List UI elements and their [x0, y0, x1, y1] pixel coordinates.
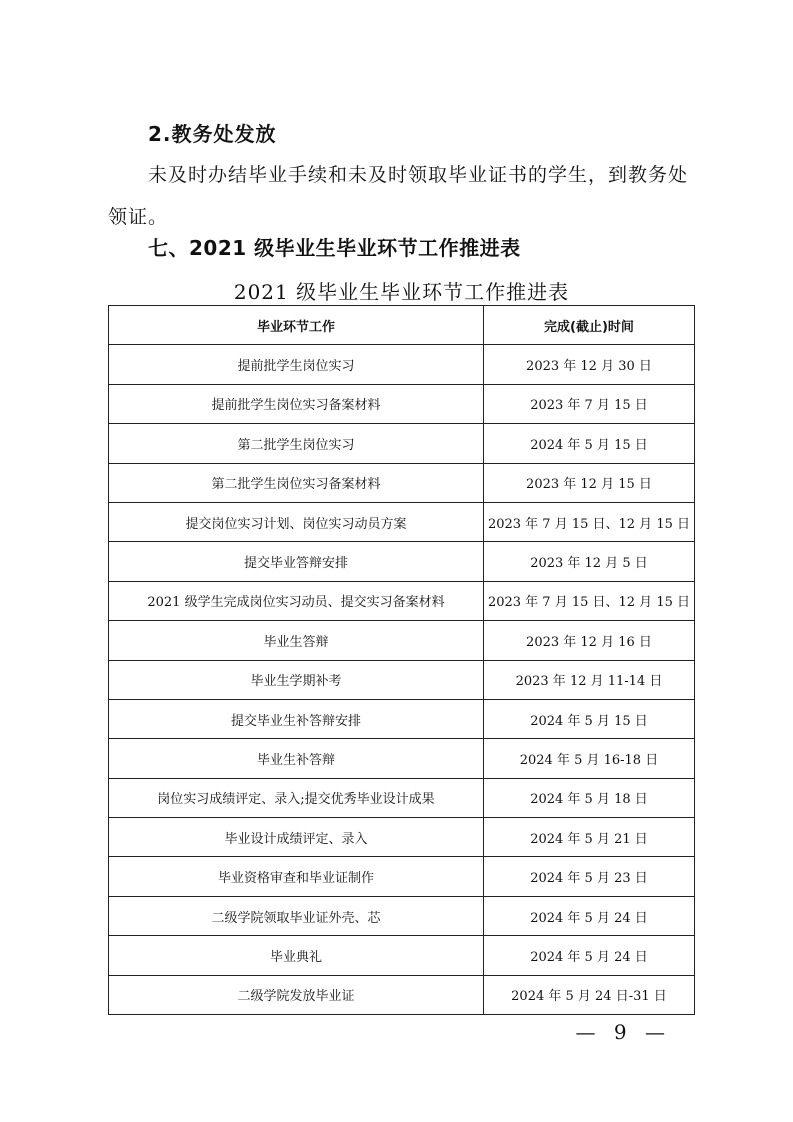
task-cell: 提交岗位实习计划、岗位实习动员方案	[109, 502, 484, 541]
header-deadline: 完成(截止)时间	[483, 306, 694, 345]
table-row	[109, 778, 695, 817]
section-heading-2: 2.教务处发放	[148, 122, 277, 146]
table-row	[109, 463, 695, 502]
table-row	[109, 424, 695, 463]
section-heading-7: 七、2021 级毕业生毕业环节工作推进表	[148, 236, 521, 260]
deadline-cell: 2024 年 5 月 24 日-31 日	[483, 975, 694, 1014]
task-cell: 岗位实习成绩评定、录入;提交优秀毕业设计成果	[109, 778, 484, 817]
task-cell: 提交毕业生补答辩安排	[109, 699, 484, 738]
table-row	[109, 936, 695, 975]
table-row	[109, 699, 695, 738]
table-row	[109, 345, 695, 384]
deadline-cell: 2023 年 12 月 16 日	[483, 621, 694, 660]
task-cell: 2021 级学生完成岗位实习动员、提交实习备案材料	[109, 581, 484, 620]
header-task: 毕业环节工作	[109, 306, 484, 345]
deadline-cell: 2023 年 12 月 15 日	[483, 463, 694, 502]
deadline-cell: 2024 年 5 月 15 日	[483, 424, 694, 463]
deadline-cell: 2023 年 7 月 15 日、12 月 15 日	[483, 581, 694, 620]
deadline-cell: 2024 年 5 月 18 日	[483, 778, 694, 817]
table-row	[109, 896, 695, 935]
task-cell: 毕业生学期补考	[109, 660, 484, 699]
table-row	[109, 660, 695, 699]
table-row	[109, 581, 695, 620]
section-paragraph: 未及时办结毕业手续和未及时领取毕业证书的学生，到教务处领证。	[108, 164, 689, 228]
deadline-cell: 2024 年 5 月 24 日	[483, 936, 694, 975]
task-cell: 毕业生答辩	[109, 621, 484, 660]
task-cell: 二级学院发放毕业证	[109, 975, 484, 1014]
deadline-cell: 2023 年 12 月 30 日	[483, 345, 694, 384]
table-row	[109, 857, 695, 896]
deadline-cell: 2023 年 7 月 15 日、12 月 15 日	[483, 502, 694, 541]
task-cell: 第二批学生岗位实习备案材料	[109, 463, 484, 502]
deadline-cell: 2024 年 5 月 24 日	[483, 896, 694, 935]
task-cell: 毕业资格审查和毕业证制作	[109, 857, 484, 896]
table-row	[109, 384, 695, 423]
task-cell: 提前批学生岗位实习备案材料	[109, 384, 484, 423]
schedule-table	[108, 305, 695, 1015]
task-cell: 提交毕业答辩安排	[109, 542, 484, 581]
task-cell: 毕业设计成绩评定、录入	[109, 818, 484, 857]
task-cell: 毕业生补答辩	[109, 739, 484, 778]
task-cell: 二级学院领取毕业证外壳、芯	[109, 896, 484, 935]
deadline-cell: 2023 年 12 月 11-14 日	[483, 660, 694, 699]
deadline-cell: 2024 年 5 月 21 日	[483, 818, 694, 857]
table-row	[109, 502, 695, 541]
deadline-cell: 2024 年 5 月 16-18 日	[483, 739, 694, 778]
table-row	[109, 739, 695, 778]
task-cell: 提前批学生岗位实习	[109, 345, 484, 384]
table-row	[109, 621, 695, 660]
deadline-cell: 2024 年 5 月 23 日	[483, 857, 694, 896]
page-number: — 9 —	[575, 1020, 671, 1044]
task-cell: 毕业典礼	[109, 936, 484, 975]
task-cell: 第二批学生岗位实习	[109, 424, 484, 463]
table-row	[109, 542, 695, 581]
table-row	[109, 975, 695, 1014]
deadline-cell: 2024 年 5 月 15 日	[483, 699, 694, 738]
table-row	[109, 818, 695, 857]
deadline-cell: 2023 年 7 月 15 日	[483, 384, 694, 423]
deadline-cell: 2023 年 12 月 5 日	[483, 542, 694, 581]
table-header-row	[109, 306, 695, 345]
table-caption: 2021 级毕业生毕业环节工作推进表	[233, 280, 570, 304]
